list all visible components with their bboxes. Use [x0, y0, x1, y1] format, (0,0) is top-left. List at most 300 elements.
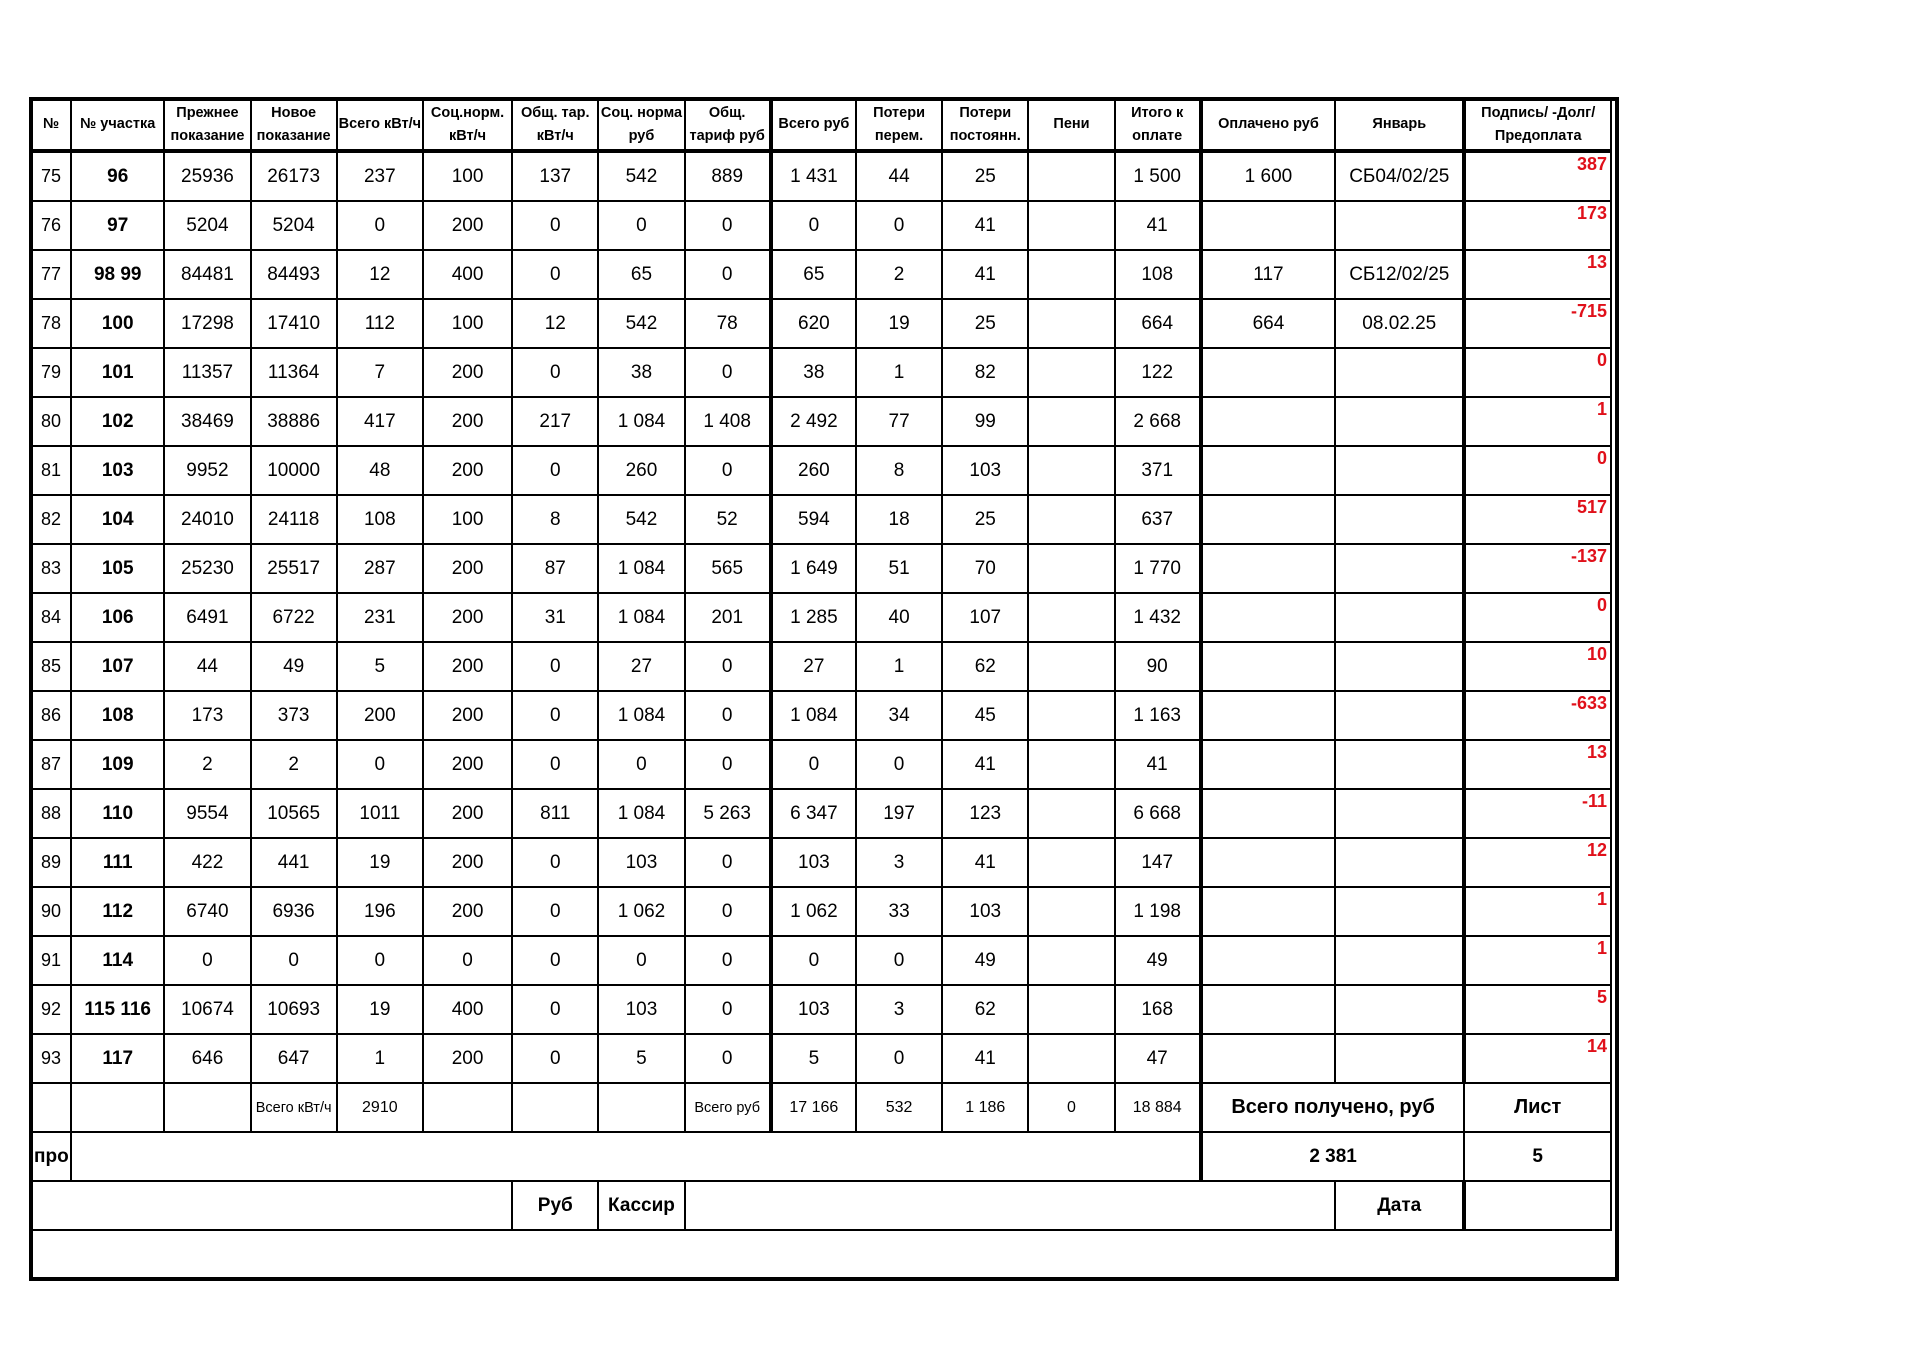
gen-tariff-rub-cell: 889 [685, 151, 771, 201]
prev-reading-cell: 422 [164, 838, 250, 887]
new-reading-cell: 5204 [251, 201, 337, 250]
penalty-cell [1028, 936, 1114, 985]
row-number-cell: 87 [31, 740, 71, 789]
total-to-pay: 18 884 [1115, 1083, 1201, 1132]
payment-date-cell [1335, 936, 1464, 985]
total-rub-cell: 0 [771, 936, 856, 985]
new-reading-cell: 24118 [251, 495, 337, 544]
debt-prepay-cell: 14 [1464, 1034, 1611, 1083]
loss-var-cell: 40 [856, 593, 942, 642]
soc-norm-rub-cell: 1 084 [598, 593, 684, 642]
paid-rub-cell [1201, 201, 1335, 250]
total-kwh-cell: 112 [337, 299, 423, 348]
date-label: Дата [1335, 1181, 1464, 1230]
new-reading-cell: 2 [251, 740, 337, 789]
paid-rub-cell: 664 [1201, 299, 1335, 348]
total-empty-cell [71, 1083, 164, 1132]
total-rub-cell: 620 [771, 299, 856, 348]
loss-const-cell: 45 [942, 691, 1028, 740]
to-pay-cell: 371 [1115, 446, 1201, 495]
new-reading-cell: 11364 [251, 348, 337, 397]
total-empty-cell [164, 1083, 250, 1132]
gen-tariff-rub-cell: 0 [685, 740, 771, 789]
table-row [31, 495, 1611, 544]
paid-rub-cell [1201, 789, 1335, 838]
total-rub-cell: 0 [771, 740, 856, 789]
new-reading-cell: 373 [251, 691, 337, 740]
plot-number-cell: 111 [71, 838, 164, 887]
loss-var-cell: 0 [856, 1034, 942, 1083]
row-number-cell: 86 [31, 691, 71, 740]
table-row [31, 446, 1611, 495]
soc-norm-kwh-cell: 200 [423, 446, 512, 495]
loss-var-cell: 51 [856, 544, 942, 593]
plot-number-cell: 96 [71, 151, 164, 201]
to-pay-cell: 637 [1115, 495, 1201, 544]
row-number-cell: 84 [31, 593, 71, 642]
payment-date-cell [1335, 642, 1464, 691]
gen-tariff-kwh-cell: 137 [512, 151, 598, 201]
table-row [31, 642, 1611, 691]
prev-reading-cell: 0 [164, 936, 250, 985]
plot-number-cell: 108 [71, 691, 164, 740]
new-reading-cell: 6722 [251, 593, 337, 642]
penalty-cell [1028, 789, 1114, 838]
table-row [31, 201, 1611, 250]
total-rub-value: 17 166 [771, 1083, 856, 1132]
total-kwh-cell: 1011 [337, 789, 423, 838]
totals-row [31, 1083, 1611, 1132]
total-rub-cell: 65 [771, 250, 856, 299]
paid-rub-cell [1201, 495, 1335, 544]
paid-rub-cell [1201, 838, 1335, 887]
total-kwh-cell: 200 [337, 691, 423, 740]
total-kwh-label: Всего кВт/ч [251, 1083, 337, 1132]
to-pay-cell: 6 668 [1115, 789, 1201, 838]
payment-date-cell [1335, 691, 1464, 740]
col-header-month: Январь [1335, 99, 1464, 151]
total-penalty: 0 [1028, 1083, 1114, 1132]
total-rub-cell: 6 347 [771, 789, 856, 838]
table-row [31, 1034, 1611, 1083]
soc-norm-kwh-cell: 200 [423, 348, 512, 397]
col-header-new: Новое показание [251, 99, 337, 151]
soc-norm-rub-cell: 542 [598, 151, 684, 201]
table-row [31, 691, 1611, 740]
soc-norm-kwh-cell: 200 [423, 838, 512, 887]
payment-date-cell: СБ12/02/25 [1335, 250, 1464, 299]
payment-sheet-table [30, 98, 1612, 1231]
payment-date-cell [1335, 495, 1464, 544]
total-kwh-cell: 231 [337, 593, 423, 642]
total-empty-cell [31, 1083, 71, 1132]
gen-tariff-kwh-cell: 0 [512, 201, 598, 250]
plot-number-cell: 105 [71, 544, 164, 593]
soc-norm-rub-cell: 0 [598, 936, 684, 985]
debt-prepay-cell: -633 [1464, 691, 1611, 740]
plot-number-cell: 101 [71, 348, 164, 397]
to-pay-cell: 41 [1115, 740, 1201, 789]
penalty-cell [1028, 642, 1114, 691]
gen-tariff-kwh-cell: 0 [512, 838, 598, 887]
total-rub-cell: 1 649 [771, 544, 856, 593]
table-row [31, 985, 1611, 1034]
loss-const-cell: 49 [942, 936, 1028, 985]
row-number-cell: 88 [31, 789, 71, 838]
new-reading-cell: 10000 [251, 446, 337, 495]
soc-norm-rub-cell: 0 [598, 740, 684, 789]
debt-prepay-cell: 10 [1464, 642, 1611, 691]
loss-const-cell: 103 [942, 446, 1028, 495]
gen-tariff-kwh-cell: 0 [512, 985, 598, 1034]
paid-rub-cell [1201, 1034, 1335, 1083]
prev-reading-cell: 11357 [164, 348, 250, 397]
prev-reading-cell: 6491 [164, 593, 250, 642]
soc-norm-rub-cell: 27 [598, 642, 684, 691]
table-row [31, 544, 1611, 593]
total-rub-cell: 1 285 [771, 593, 856, 642]
total-rub-cell: 1 062 [771, 887, 856, 936]
prev-reading-cell: 646 [164, 1034, 250, 1083]
soc-norm-kwh-cell: 200 [423, 544, 512, 593]
soc-norm-rub-cell: 103 [598, 985, 684, 1034]
soc-norm-rub-cell: 1 062 [598, 887, 684, 936]
prev-reading-cell: 9554 [164, 789, 250, 838]
plot-number-cell: 98 99 [71, 250, 164, 299]
soc-norm-kwh-cell: 200 [423, 201, 512, 250]
gen-tariff-rub-cell: 0 [685, 985, 771, 1034]
soc-norm-kwh-cell: 100 [423, 151, 512, 201]
col-header-gen-tar-rub: Общ. тариф руб [685, 99, 771, 151]
loss-const-cell: 62 [942, 985, 1028, 1034]
paid-rub-cell [1201, 593, 1335, 642]
soc-norm-kwh-cell: 200 [423, 789, 512, 838]
loss-const-cell: 25 [942, 299, 1028, 348]
prev-reading-cell: 5204 [164, 201, 250, 250]
header-row [31, 99, 1611, 151]
table-body [31, 99, 1611, 1230]
paid-rub-cell [1201, 740, 1335, 789]
prev-reading-cell: 25936 [164, 151, 250, 201]
plot-number-cell: 103 [71, 446, 164, 495]
payment-date-cell [1335, 740, 1464, 789]
plot-number-cell: 104 [71, 495, 164, 544]
row-number-cell: 77 [31, 250, 71, 299]
gen-tariff-kwh-cell: 0 [512, 691, 598, 740]
total-kwh-cell: 108 [337, 495, 423, 544]
loss-var-cell: 18 [856, 495, 942, 544]
to-pay-cell: 1 163 [1115, 691, 1201, 740]
to-pay-cell: 90 [1115, 642, 1201, 691]
total-rub-cell: 1 084 [771, 691, 856, 740]
debt-prepay-cell: 0 [1464, 446, 1611, 495]
gen-tariff-kwh-cell: 0 [512, 250, 598, 299]
prev-reading-cell: 2 [164, 740, 250, 789]
col-header-num: № [31, 99, 71, 151]
row-number-cell: 90 [31, 887, 71, 936]
debt-prepay-cell: 5 [1464, 985, 1611, 1034]
soc-norm-kwh-cell: 200 [423, 642, 512, 691]
new-reading-cell: 25517 [251, 544, 337, 593]
payment-date-cell [1335, 1034, 1464, 1083]
payment-date-cell [1335, 446, 1464, 495]
penalty-cell [1028, 544, 1114, 593]
soc-norm-kwh-cell: 200 [423, 887, 512, 936]
loss-const-cell: 25 [942, 151, 1028, 201]
paid-rub-cell [1201, 985, 1335, 1034]
col-header-loss-var: Потери перем. [856, 99, 942, 151]
col-header-loss-const: Потери постоянн. [942, 99, 1028, 151]
row-number-cell: 81 [31, 446, 71, 495]
soc-norm-kwh-cell: 200 [423, 691, 512, 740]
total-kwh-cell: 48 [337, 446, 423, 495]
cashier-blank-field [685, 1181, 1336, 1230]
penalty-cell [1028, 446, 1114, 495]
total-rub-cell: 27 [771, 642, 856, 691]
debt-prepay-cell: 0 [1464, 348, 1611, 397]
payment-date-cell: СБ04/02/25 [1335, 151, 1464, 201]
row-number-cell: 80 [31, 397, 71, 446]
paid-rub-cell [1201, 887, 1335, 936]
gen-tariff-kwh-cell: 0 [512, 740, 598, 789]
payment-date-cell [1335, 789, 1464, 838]
gen-tariff-kwh-cell: 87 [512, 544, 598, 593]
gen-tariff-rub-cell: 5 263 [685, 789, 771, 838]
total-rub-cell: 260 [771, 446, 856, 495]
amount-blank-field [31, 1181, 512, 1230]
sheet-number: 5 [1464, 1132, 1611, 1181]
total-kwh-cell: 417 [337, 397, 423, 446]
soc-norm-rub-cell: 1 084 [598, 397, 684, 446]
debt-prepay-cell: 1 [1464, 936, 1611, 985]
soc-norm-rub-cell: 5 [598, 1034, 684, 1083]
new-reading-cell: 10693 [251, 985, 337, 1034]
col-header-total-rub: Всего руб [771, 99, 856, 151]
debt-prepay-cell: -715 [1464, 299, 1611, 348]
loss-const-cell: 41 [942, 838, 1028, 887]
to-pay-cell: 122 [1115, 348, 1201, 397]
gen-tariff-kwh-cell: 8 [512, 495, 598, 544]
debt-prepay-cell: 387 [1464, 151, 1611, 201]
debt-prepay-cell: 13 [1464, 250, 1611, 299]
debt-prepay-cell: 517 [1464, 495, 1611, 544]
paid-rub-cell: 1 600 [1201, 151, 1335, 201]
prev-reading-cell: 10674 [164, 985, 250, 1034]
total-rub-cell: 0 [771, 201, 856, 250]
loss-var-cell: 1 [856, 348, 942, 397]
gen-tariff-rub-cell: 52 [685, 495, 771, 544]
loss-const-cell: 41 [942, 740, 1028, 789]
penalty-cell [1028, 593, 1114, 642]
table-row [31, 593, 1611, 642]
gen-tariff-rub-cell: 0 [685, 446, 771, 495]
total-kwh-cell: 0 [337, 936, 423, 985]
total-kwh-cell: 19 [337, 985, 423, 1034]
plot-number-cell: 107 [71, 642, 164, 691]
gen-tariff-rub-cell: 0 [685, 838, 771, 887]
penalty-cell [1028, 740, 1114, 789]
soc-norm-kwh-cell: 0 [423, 936, 512, 985]
total-kwh-cell: 12 [337, 250, 423, 299]
penalty-cell [1028, 397, 1114, 446]
payment-date-cell [1335, 201, 1464, 250]
paid-rub-cell [1201, 544, 1335, 593]
table-row [31, 936, 1611, 985]
loss-var-cell: 3 [856, 985, 942, 1034]
gen-tariff-kwh-cell: 0 [512, 1034, 598, 1083]
soc-norm-kwh-cell: 200 [423, 397, 512, 446]
soc-norm-rub-cell: 260 [598, 446, 684, 495]
total-loss-var: 532 [856, 1083, 942, 1132]
col-header-paid: Оплачено руб [1201, 99, 1335, 151]
total-rub-cell: 594 [771, 495, 856, 544]
col-header-sign: Подпись/ -Долг/Предоплата [1464, 99, 1611, 151]
prev-reading-cell: 17298 [164, 299, 250, 348]
received-value: 2 381 [1201, 1132, 1465, 1181]
soc-norm-kwh-cell: 200 [423, 740, 512, 789]
to-pay-cell: 2 668 [1115, 397, 1201, 446]
loss-var-cell: 0 [856, 936, 942, 985]
paid-rub-cell: 117 [1201, 250, 1335, 299]
debt-prepay-cell: 1 [1464, 887, 1611, 936]
soc-norm-rub-cell: 542 [598, 299, 684, 348]
loss-const-cell: 70 [942, 544, 1028, 593]
total-empty-cell [423, 1083, 512, 1132]
plot-number-cell: 100 [71, 299, 164, 348]
to-pay-cell: 49 [1115, 936, 1201, 985]
penalty-cell [1028, 887, 1114, 936]
loss-const-cell: 25 [942, 495, 1028, 544]
prev-reading-cell: 6740 [164, 887, 250, 936]
gen-tariff-rub-cell: 0 [685, 250, 771, 299]
payment-date-cell [1335, 348, 1464, 397]
penalty-cell [1028, 1034, 1114, 1083]
debt-prepay-cell: 173 [1464, 201, 1611, 250]
payment-date-cell [1335, 985, 1464, 1034]
penalty-cell [1028, 691, 1114, 740]
payment-date-cell [1335, 593, 1464, 642]
total-kwh-value: 2910 [337, 1083, 423, 1132]
new-reading-cell: 38886 [251, 397, 337, 446]
penalty-cell [1028, 201, 1114, 250]
new-reading-cell: 647 [251, 1034, 337, 1083]
gen-tariff-rub-cell: 0 [685, 1034, 771, 1083]
col-header-plot: № участка [71, 99, 164, 151]
to-pay-cell: 168 [1115, 985, 1201, 1034]
paid-rub-cell [1201, 446, 1335, 495]
date-blank-field [1464, 1181, 1611, 1230]
col-header-gen-tar-kwh: Общ. тар. кВт/ч [512, 99, 598, 151]
total-rub-cell: 5 [771, 1034, 856, 1083]
row-number-cell: 91 [31, 936, 71, 985]
gen-tariff-kwh-cell: 0 [512, 936, 598, 985]
soc-norm-kwh-cell: 200 [423, 593, 512, 642]
total-loss-const: 1 186 [942, 1083, 1028, 1132]
new-reading-cell: 17410 [251, 299, 337, 348]
gen-tariff-kwh-cell: 0 [512, 887, 598, 936]
prev-reading-cell: 84481 [164, 250, 250, 299]
debt-prepay-cell: 1 [1464, 397, 1611, 446]
paid-rub-cell [1201, 691, 1335, 740]
new-reading-cell: 84493 [251, 250, 337, 299]
paid-rub-cell [1201, 642, 1335, 691]
plot-number-cell: 112 [71, 887, 164, 936]
cashier-row [31, 1181, 1611, 1230]
penalty-cell [1028, 348, 1114, 397]
plot-number-cell: 110 [71, 789, 164, 838]
total-kwh-cell: 5 [337, 642, 423, 691]
to-pay-cell: 1 198 [1115, 887, 1201, 936]
penalty-cell [1028, 985, 1114, 1034]
new-reading-cell: 0 [251, 936, 337, 985]
loss-const-cell: 41 [942, 1034, 1028, 1083]
payment-date-cell [1335, 887, 1464, 936]
soc-norm-rub-cell: 542 [598, 495, 684, 544]
prev-reading-cell: 173 [164, 691, 250, 740]
table-row [31, 348, 1611, 397]
table-row [31, 789, 1611, 838]
total-kwh-cell: 0 [337, 740, 423, 789]
penalty-cell [1028, 495, 1114, 544]
col-header-soc-norm-rub: Соц. норма руб [598, 99, 684, 151]
total-empty-cell [512, 1083, 598, 1132]
loss-var-cell: 2 [856, 250, 942, 299]
gen-tariff-rub-cell: 1 408 [685, 397, 771, 446]
table-row [31, 887, 1611, 936]
penalty-cell [1028, 151, 1114, 201]
loss-var-cell: 19 [856, 299, 942, 348]
total-kwh-cell: 287 [337, 544, 423, 593]
prev-reading-cell: 44 [164, 642, 250, 691]
soc-norm-rub-cell: 1 084 [598, 544, 684, 593]
loss-var-cell: 44 [856, 151, 942, 201]
to-pay-cell: 147 [1115, 838, 1201, 887]
col-header-prev: Прежнее показание [164, 99, 250, 151]
total-received-label: Всего получено, руб [1201, 1083, 1465, 1132]
total-rub-label: Всего руб [685, 1083, 771, 1132]
loss-var-cell: 1 [856, 642, 942, 691]
col-header-penalty: Пени [1028, 99, 1114, 151]
soc-norm-rub-cell: 0 [598, 201, 684, 250]
prev-reading-cell: 25230 [164, 544, 250, 593]
loss-var-cell: 197 [856, 789, 942, 838]
row-number-cell: 78 [31, 299, 71, 348]
debt-prepay-cell: 13 [1464, 740, 1611, 789]
loss-const-cell: 103 [942, 887, 1028, 936]
gen-tariff-rub-cell: 0 [685, 642, 771, 691]
loss-var-cell: 3 [856, 838, 942, 887]
gen-tariff-rub-cell: 0 [685, 887, 771, 936]
penalty-cell [1028, 250, 1114, 299]
received-row [31, 1132, 1611, 1181]
row-number-cell: 79 [31, 348, 71, 397]
total-rub-cell: 2 492 [771, 397, 856, 446]
to-pay-cell: 108 [1115, 250, 1201, 299]
table-row [31, 299, 1611, 348]
gen-tariff-rub-cell: 0 [685, 348, 771, 397]
total-rub-cell: 38 [771, 348, 856, 397]
table-row [31, 397, 1611, 446]
payment-date-cell: 08.02.25 [1335, 299, 1464, 348]
table-row [31, 838, 1611, 887]
loss-const-cell: 107 [942, 593, 1028, 642]
gen-tariff-rub-cell: 0 [685, 201, 771, 250]
plot-number-cell: 117 [71, 1034, 164, 1083]
total-rub-cell: 103 [771, 985, 856, 1034]
plot-number-cell: 106 [71, 593, 164, 642]
row-number-cell: 83 [31, 544, 71, 593]
to-pay-cell: 1 432 [1115, 593, 1201, 642]
